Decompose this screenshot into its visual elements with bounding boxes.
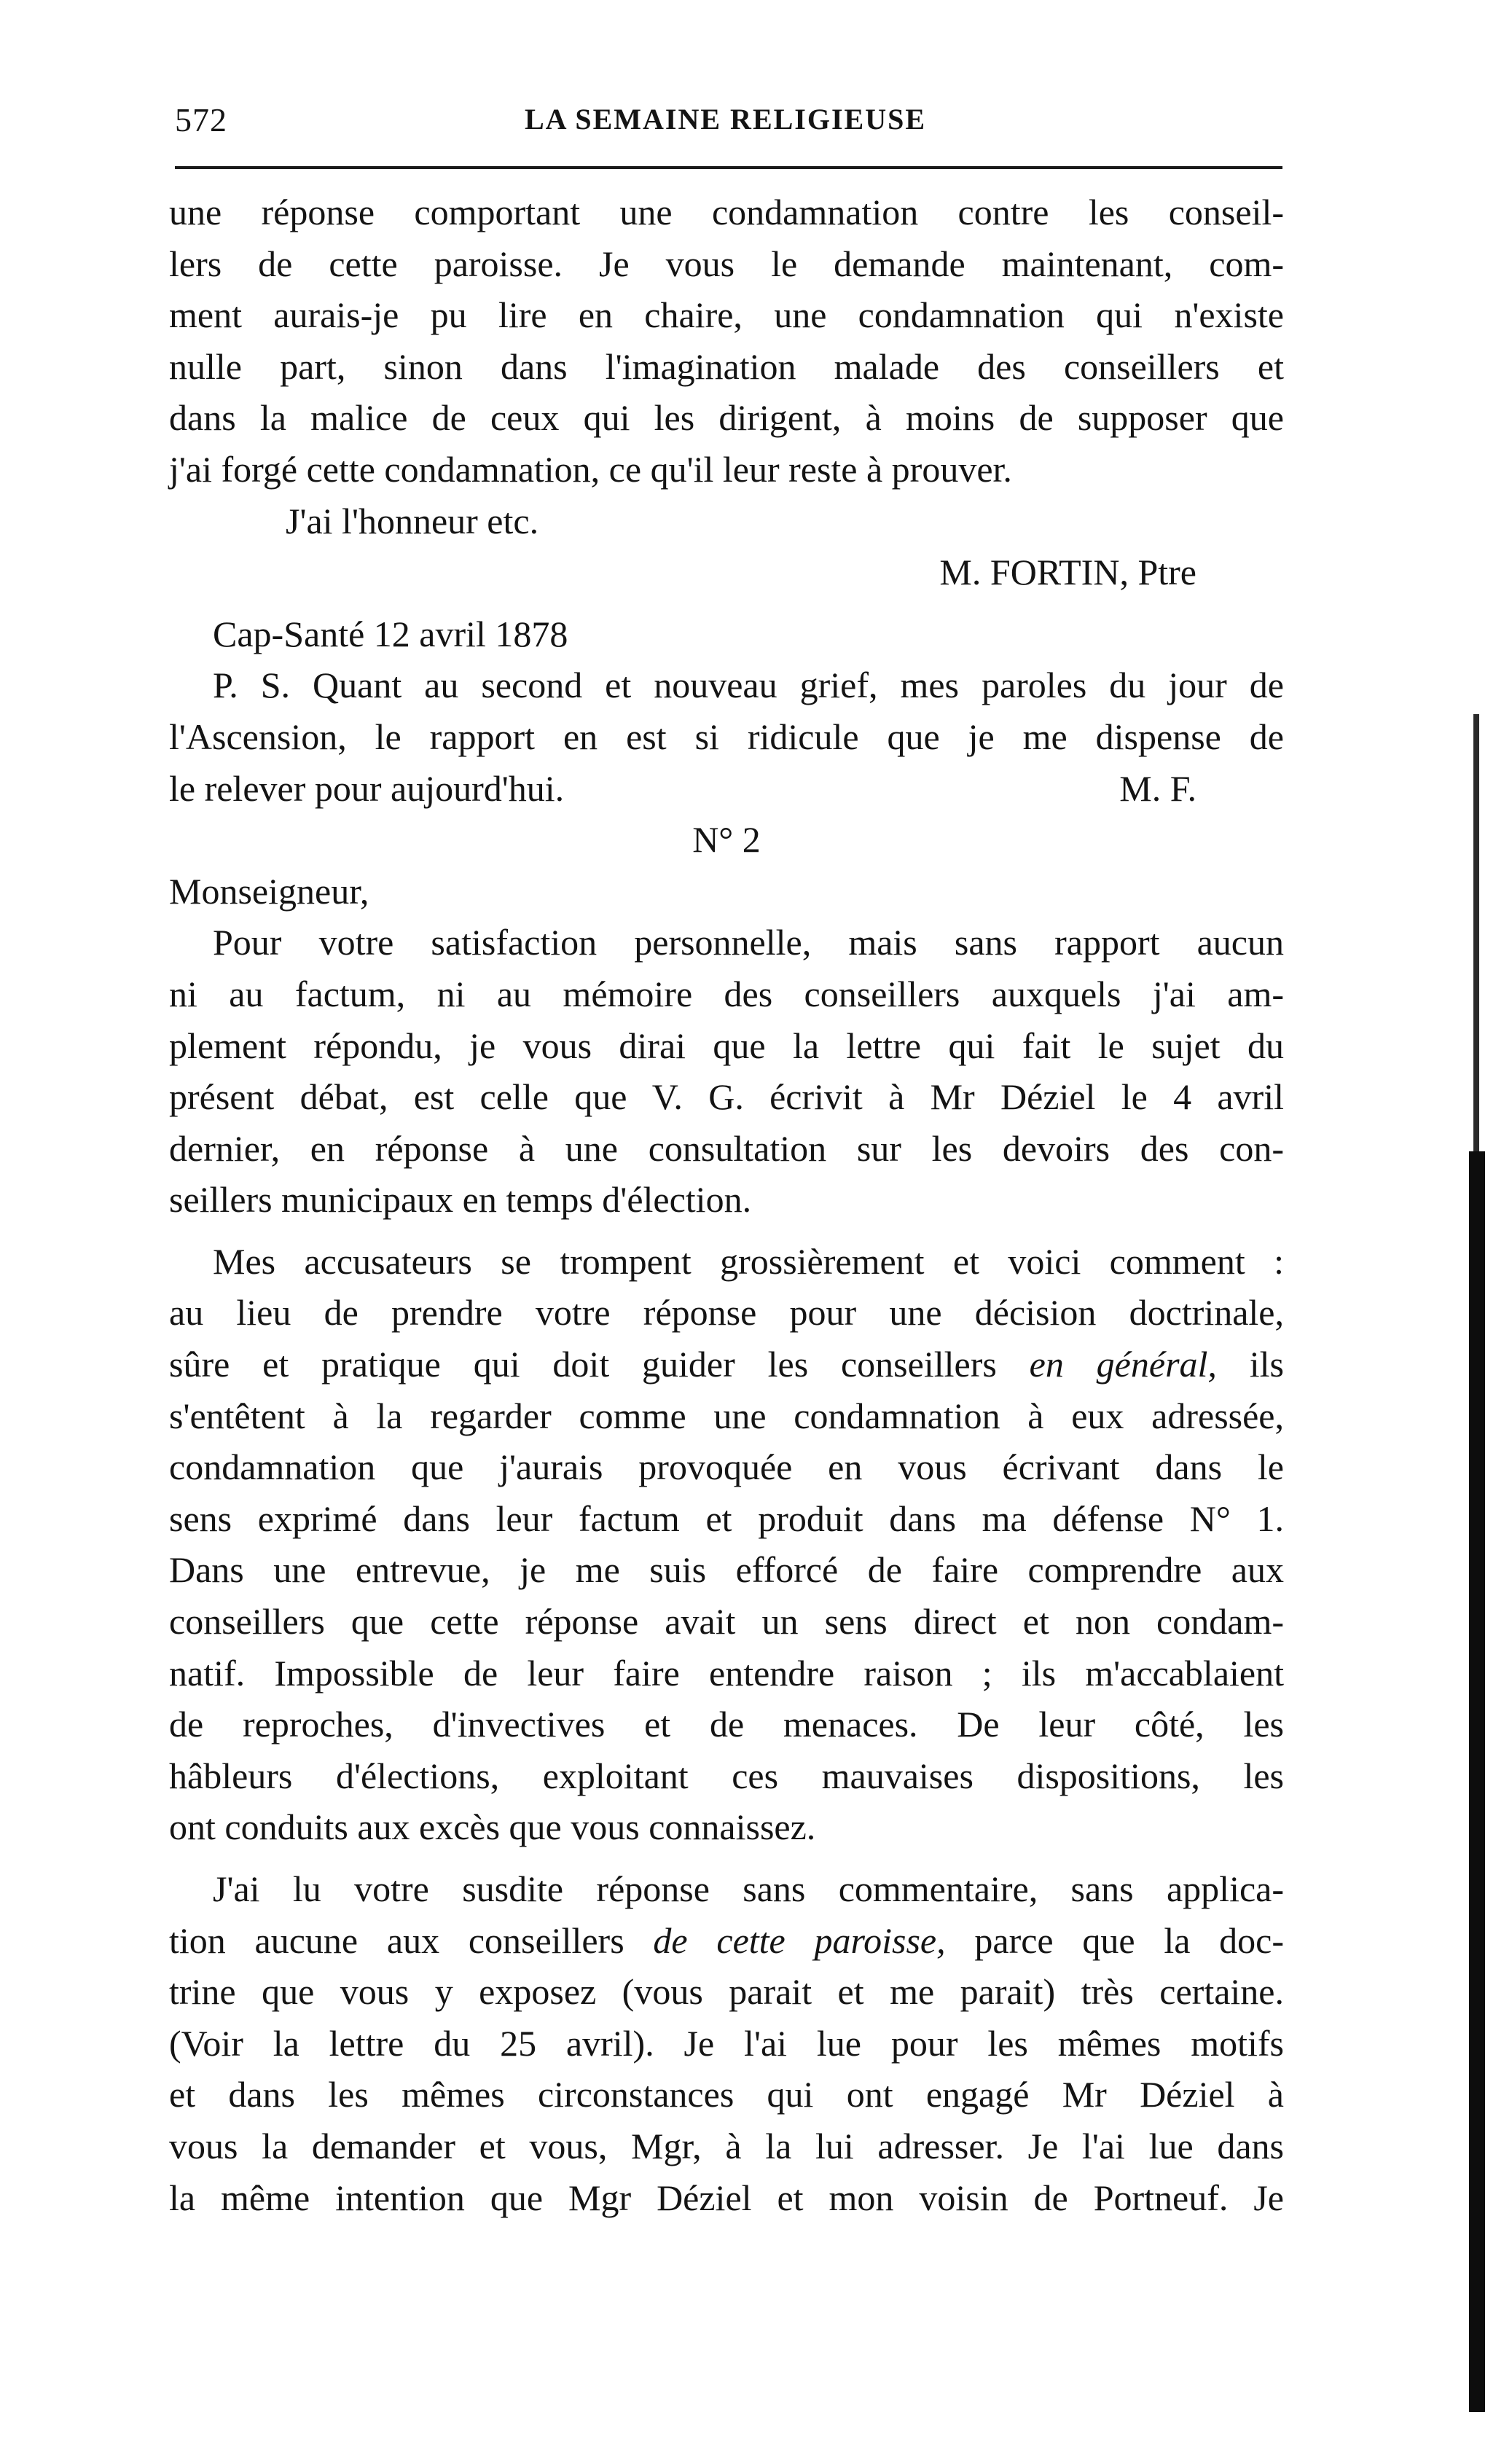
text-line: plement répondu, je vous dirai que la lettre qui fait le sujet du (169, 1025, 1284, 1066)
text-line: la même intention que Mgr Déziel et mon voisin de Portneuf. Je (169, 2177, 1284, 2218)
text-line: conseillers que cette réponse avait un sens direct et non condam- (169, 1601, 1284, 1642)
header-rule (175, 166, 1282, 169)
text-line: ni au factum, ni au mémoire des conseillers auxquels j'ai am- (169, 973, 1284, 1014)
text-line: (Voir la lettre du 25 avril). Je l'ai lue pour les mêmes motifs (169, 2022, 1284, 2064)
text-segment: parce que la doc- (974, 1919, 1285, 1961)
text-line (169, 763, 1284, 815)
text-line: ont conduits aux excès que vous connaissez. (169, 1806, 816, 1848)
text-line: dans la malice de ceux qui les dirigent, à moins de supposer que (169, 397, 1284, 439)
text-line: présent débat, est celle que V. G. écrivit à Mr Déziel le 4 avril (169, 1076, 1284, 1118)
text-line: seillers municipaux en temps d'élection. (169, 1179, 752, 1221)
text-line (169, 1915, 1284, 1967)
text-line: l'Ascension, le rapport en est si ridicule que je me dispense de (169, 716, 1284, 757)
text-line: j'ai forgé cette condamnation, ce qu'il leur reste à prouver. (169, 448, 1012, 490)
text-line: de reproches, d'invectives et de menaces. De leur côté, les (169, 1704, 1284, 1745)
text-segment: ils (1249, 1344, 1285, 1385)
text-segment: sûre et pratique qui doit guider les conseillers (169, 1344, 997, 1385)
text-segment: tion aucune aux conseillers (169, 1919, 624, 1961)
italic-segment: en général, (1029, 1344, 1217, 1385)
text-line: lers de cette paroisse. Je vous le demande maintenant, com- (169, 243, 1284, 284)
journal-title: LA SEMAINE RELIGIEUSE (525, 103, 927, 136)
text-line: ment aurais-je pu lire en chaire, une condamnation qui n'existe (169, 294, 1284, 336)
text-line (169, 1339, 1284, 1390)
page-number: 572 (175, 101, 227, 138)
running-head (175, 93, 1282, 152)
text-line: hâbleurs d'élections, exploitant ces mauvaises dispositions, les (169, 1755, 1284, 1796)
text-line: Dans une entrevue, je me suis efforcé de faire comprendre aux (169, 1549, 1284, 1591)
text-line: P. S. Quant au second et nouveau grief, mes paroles du jour de (213, 665, 1284, 706)
text-line: trine que vous y exposez (vous parait et me parait) très certaine. (169, 1971, 1284, 2013)
closing-formula: J'ai l'honneur etc. (286, 500, 539, 541)
text-line: et dans les mêmes circonstances qui ont engagé Mr Déziel à (169, 2074, 1284, 2115)
postscript-initials: M. F. (1119, 767, 1196, 809)
italic-segment: de cette paroisse, (653, 1919, 946, 1961)
postscript-text: le relever pour aujourd'hui. (169, 767, 565, 809)
signature: M. FORTIN, Ptre (939, 552, 1196, 593)
text-line: une réponse comportant une condamnation contre les conseil- (169, 192, 1284, 232)
text-line: condamnation que j'aurais provoquée en vous écrivant dans le (169, 1446, 1284, 1488)
text-line: Mes accusateurs se trompent grossièrement et voici comment : (213, 1240, 1284, 1282)
text-line: au lieu de prendre votre réponse pour une décision doctrinale, (169, 1292, 1284, 1334)
salutation: Monseigneur, (169, 870, 369, 912)
place-date: Cap-Santé 12 avril 1878 (213, 613, 568, 654)
text-line: natif. Impossible de leur faire entendre raison ; ils m'accablaient (169, 1652, 1284, 1694)
scan-edge-shadow (1473, 714, 1479, 1151)
scan-edge-shadow (1469, 1151, 1485, 2412)
text-line: s'entêtent à la regarder comme une condamnation à eux adressée, (169, 1395, 1284, 1436)
text-line: vous la demander et vous, Mgr, à la lui adresser. Je l'ai lue dans (169, 2125, 1284, 2166)
text-line: sens exprimé dans leur factum et produit dans ma défense N° 1. (169, 1497, 1284, 1539)
text-line: nulle part, sinon dans l'imagination malade des conseillers et (169, 345, 1284, 387)
text-line: J'ai lu votre susdite réponse sans commentaire, sans applica- (213, 1868, 1284, 1909)
text-line: Pour votre satisfaction personnelle, mais sans rapport aucun (213, 922, 1284, 963)
text-line: dernier, en réponse à une consultation sur les devoirs des con- (169, 1127, 1284, 1169)
body-text (169, 187, 1284, 2223)
document-number: N° 2 (692, 819, 761, 861)
